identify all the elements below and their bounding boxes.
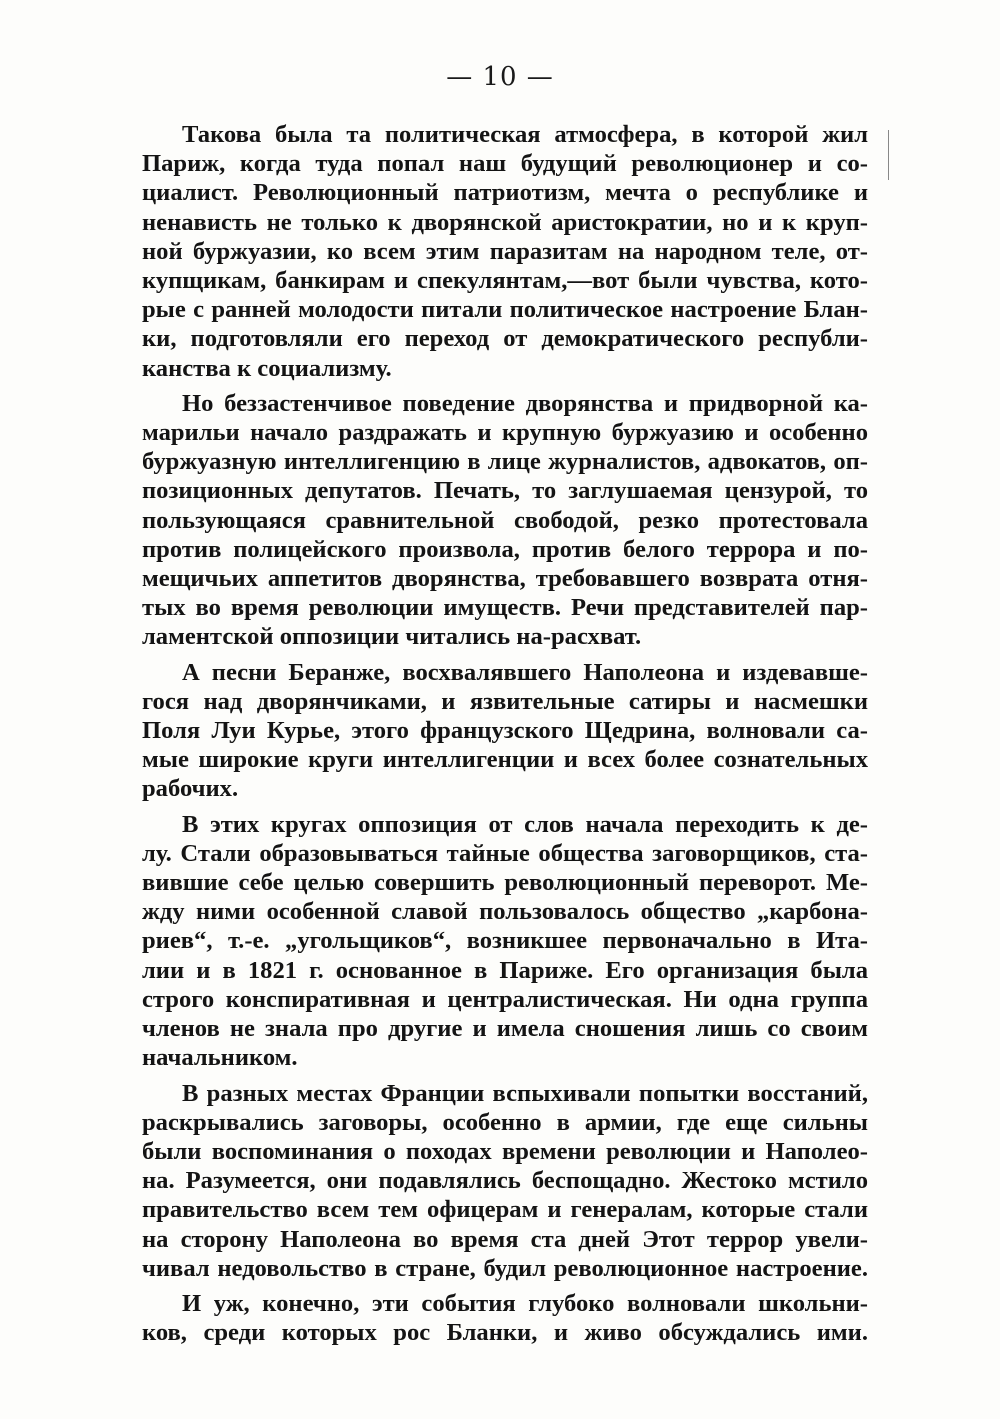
text-line: И уж, конечно, эти события глубоко волновали школьни- xyxy=(182,1289,868,1317)
text-line: купщикам, банкирам и спекулянтам,—вот были чувства, кото- xyxy=(142,267,868,295)
text-line: вившие себе целью совершить революционный переворот. Ме- xyxy=(142,869,868,897)
text-line: ков, среди которых рос Бланки, и живо обсуждались ими. xyxy=(142,1319,868,1347)
text-line: мещичьих аппетитов дворянства, требовавшего возврата отня- xyxy=(142,565,868,593)
paragraph-6 xyxy=(142,1289,868,1347)
text-line: Париж, когда туда попал наш будущий революционер и со- xyxy=(142,150,868,178)
text-line: строго конспиративная и централистическая. Ни одна группа xyxy=(142,985,868,1013)
text-line: чивал недовольство в стране, будил революционное настроение. xyxy=(142,1254,868,1282)
text-line: буржуазную интеллигенцию в лице журналистов, адвокатов, оп- xyxy=(142,448,868,476)
text-line: начальником. xyxy=(142,1044,298,1072)
text-line: были воспоминания о походах времени революции и Наполео- xyxy=(142,1137,868,1165)
paragraph-4 xyxy=(142,810,868,1073)
text-line: ненависть не только к дворянской аристократии, но и к круп- xyxy=(142,208,868,236)
text-line: А песни Беранже, восхвалявшего Наполеона и издевавше- xyxy=(182,658,868,686)
paragraph-1 xyxy=(142,120,868,383)
text-line: гося над дворянчиками, и язвительные сатиры и насмешки xyxy=(142,687,868,715)
text-line: на сторону Наполеона во время ста дней Этот террор увели- xyxy=(142,1225,868,1253)
paragraph-3 xyxy=(142,658,868,804)
text-line: рабочих. xyxy=(142,775,239,803)
text-line: пользующаяся сравнительной свободой, резко протестовала xyxy=(142,506,868,534)
margin-rule xyxy=(888,130,889,180)
text-line: ламентской оппозиции читались на-расхват. xyxy=(142,623,642,651)
text-line: ной буржуазии, ко всем этим паразитам на народном теле, от- xyxy=(142,237,868,265)
text-line: В этих кругах оппозиция от слов начала переходить к де- xyxy=(182,810,868,838)
text-line: Такова была та политическая атмосфера, в которой жил xyxy=(182,121,868,148)
text-line: риев“, т.-е. „угольщиков“, возникшее первоначально в Ита- xyxy=(142,927,868,955)
text-line: марильи начало раздражать и крупную буржуазию и особенно xyxy=(142,419,868,447)
text-line: лии и в 1821 г. основанное в Париже. Его организация была xyxy=(142,956,868,984)
text-line: позиционных депутатов. Печать, то заглушаемая цензурой, то xyxy=(142,477,868,505)
text-line: Поля Луи Курье, этого французского Щедрина, волновали са- xyxy=(142,717,868,745)
text-line: тых во время революции имуществ. Речи представителей пар- xyxy=(142,594,868,622)
text-line: рые с ранней молодости питали политическое настроение Блан- xyxy=(142,296,868,324)
page-number: — 10 — xyxy=(446,62,554,92)
text-line: ки, подготовляли его переход от демократического республи- xyxy=(142,325,868,353)
text-line: раскрывались заговоры, особенно в армии, где еще сильны xyxy=(142,1108,868,1136)
text-line: правительство всем тем офицерам и генералам, которые стали xyxy=(142,1196,868,1224)
body-text xyxy=(142,120,868,1353)
text-line: жду ними особенной славой пользовалось общество „карбона- xyxy=(142,898,868,926)
text-line: на. Разумеется, они подавлялись беспощадно. Жестоко мстило xyxy=(142,1167,868,1195)
text-line: В разных местах Франции вспыхивали попытки восстаний, xyxy=(182,1079,868,1107)
text-line: мые широкие круги интеллигенции и всех более сознательных xyxy=(142,746,868,774)
paragraph-2 xyxy=(142,389,868,652)
paragraph-5 xyxy=(142,1079,868,1283)
text-line: канства к социализму. xyxy=(142,354,392,382)
text-line: циалист. Революционный патриотизм, мечта о республике и xyxy=(142,179,868,207)
text-line: лу. Стали образовываться тайные общества заговорщиков, ста- xyxy=(142,839,868,867)
text-line: против полицейского произвола, против белого террора и по- xyxy=(142,535,868,563)
text-line: Но беззастенчивое поведение дворянства и придворной ка- xyxy=(182,389,868,417)
text-line: членов не знала про другие и имела сношения лишь со своим xyxy=(142,1015,868,1043)
